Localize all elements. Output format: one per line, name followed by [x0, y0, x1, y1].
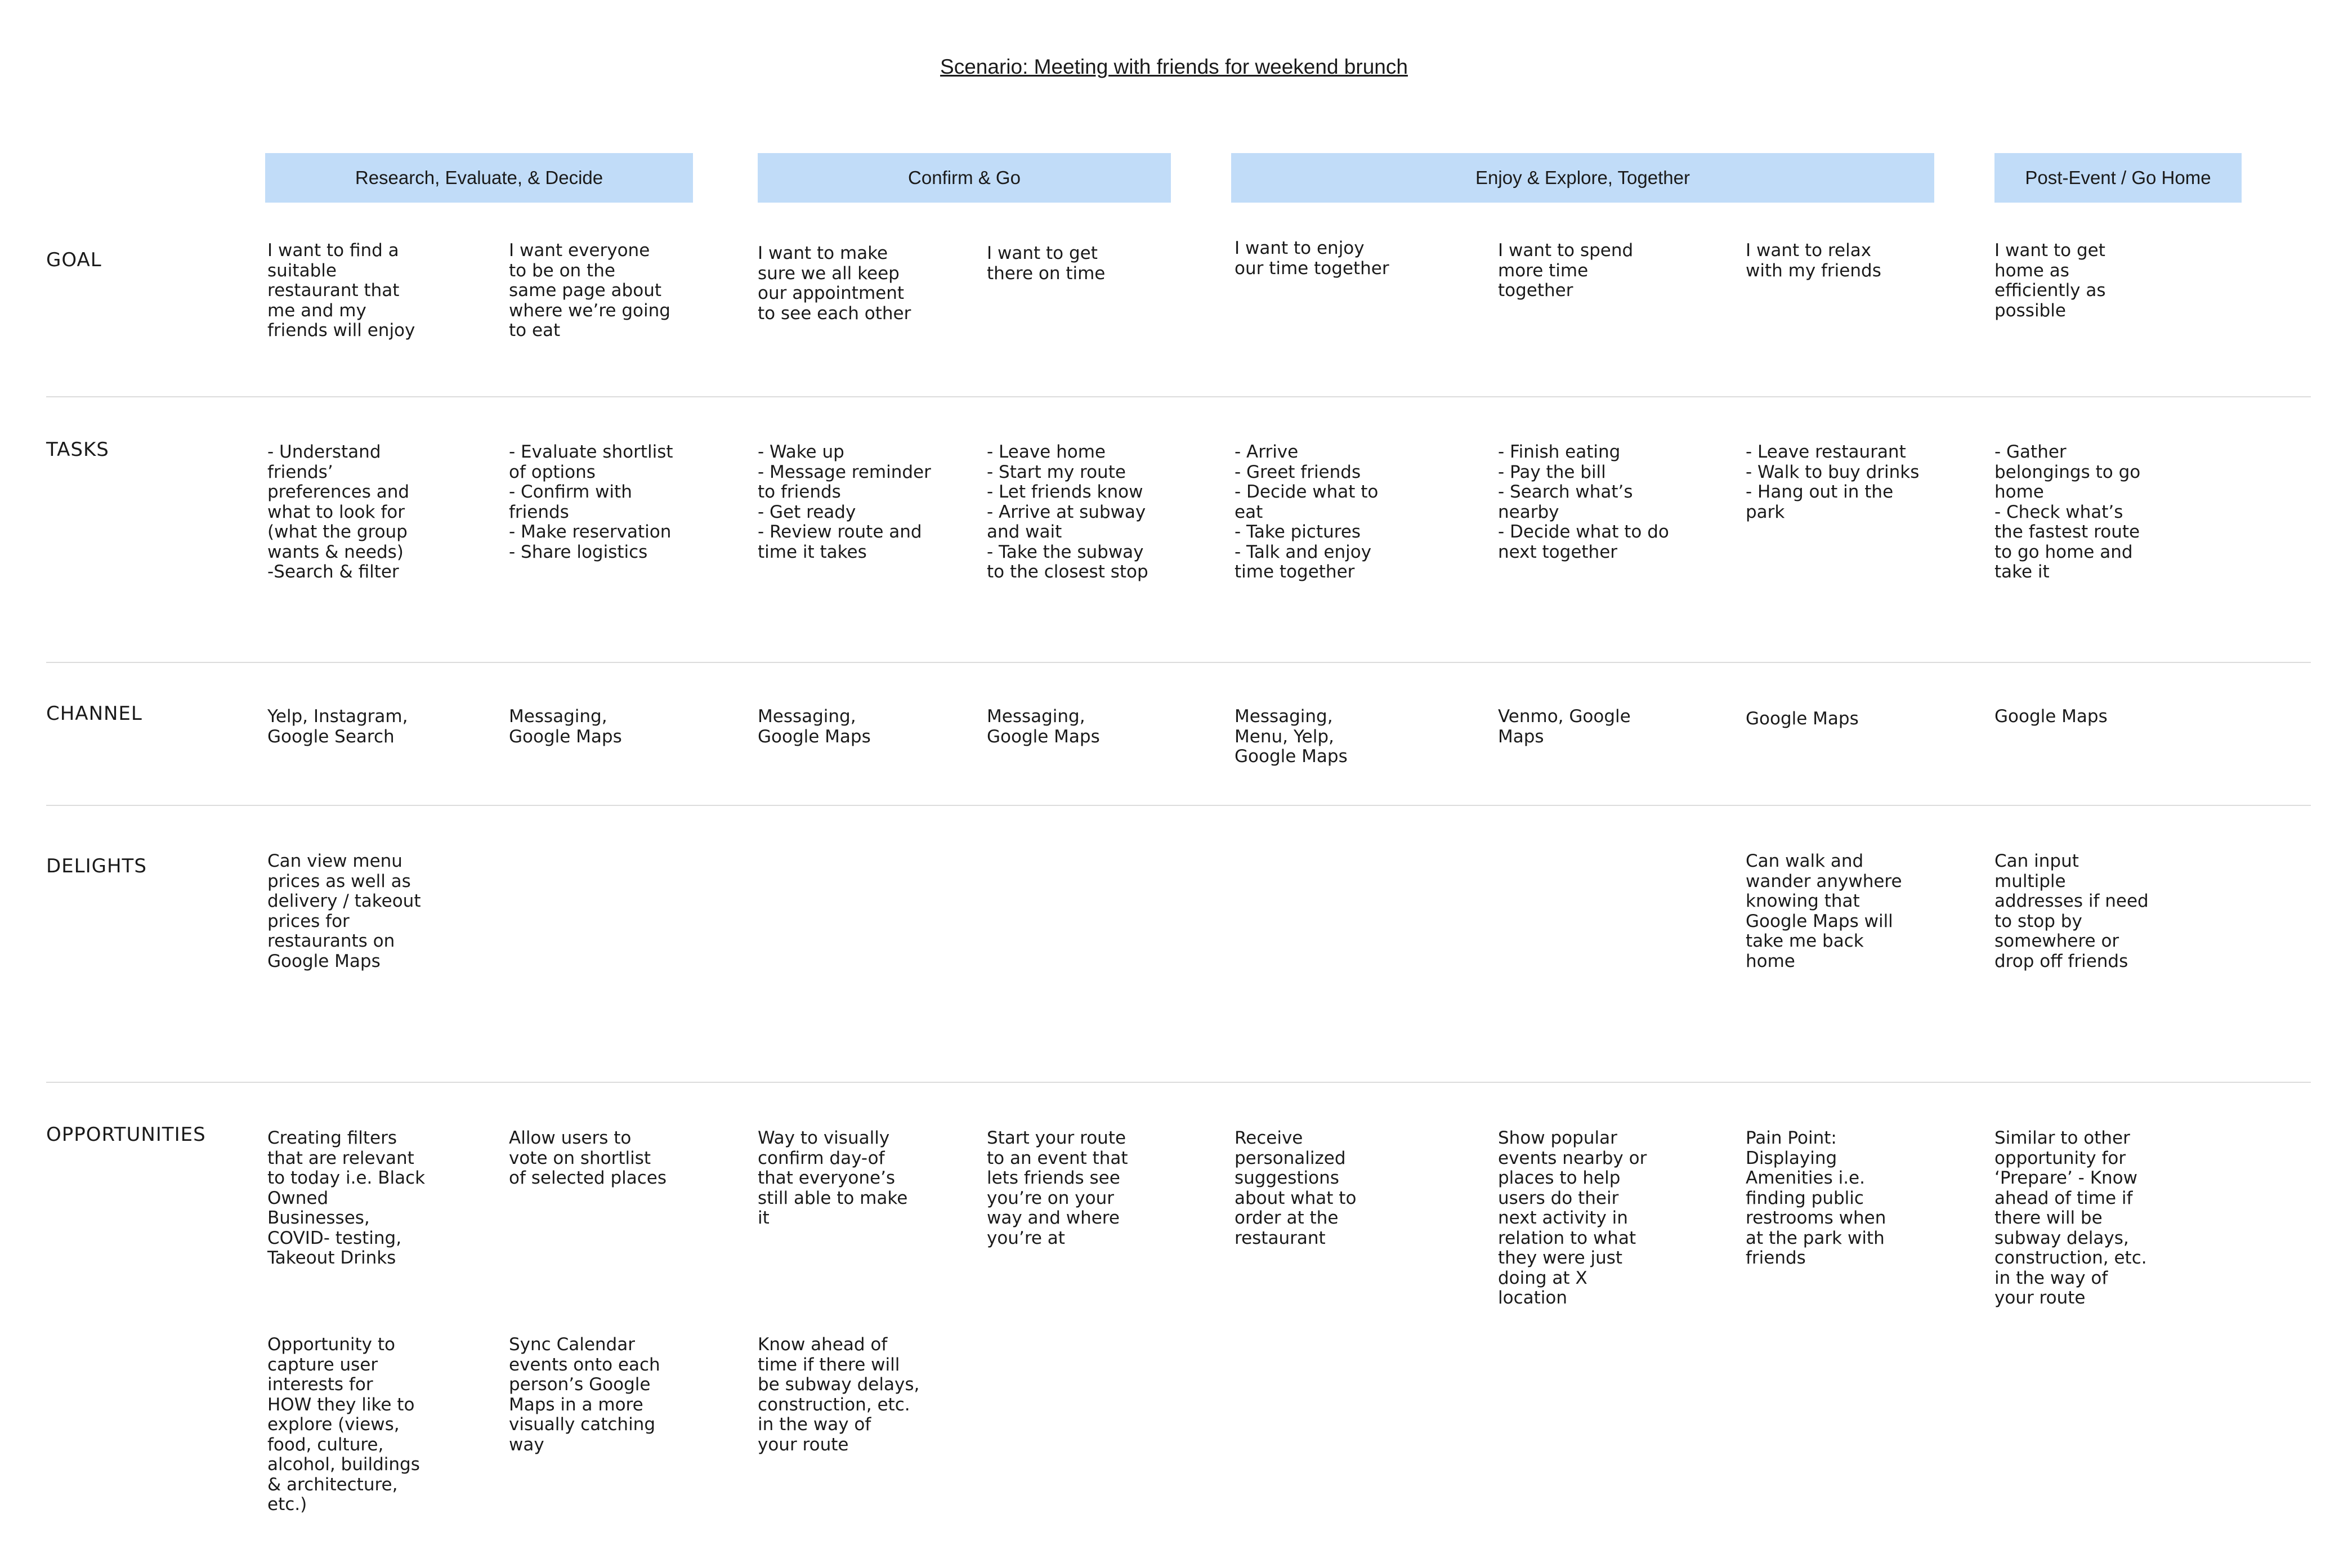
- goal-cell: I want to get home as efficiently as possible: [1994, 240, 2106, 321]
- delights-cell: Can walk and wander anywhere knowing that Google Maps will take me back home: [1746, 851, 1902, 971]
- opportunity-cell: Pain Point: Displaying Amenities i.e. finding public restrooms when at the park with friends: [1746, 1128, 1886, 1268]
- row-label-channel: CHANNEL: [46, 702, 142, 725]
- channel-cell: Messaging, Google Maps: [987, 706, 1100, 747]
- row-label-goal: GOAL: [46, 249, 102, 271]
- row-label-delights: DELIGHTS: [46, 855, 147, 877]
- opportunity-cell-extra: Opportunity to capture user interests for HOW they like to explore (views, food, culture, alcohol, buildings & architecture, etc.): [267, 1334, 420, 1515]
- scenario-title: Scenario: Meeting with friends for weekend brunch: [940, 55, 1408, 78]
- opportunity-cell: Similar to other opportunity for ‘Prepare’ - Know ahead of time if there will be subway delays, construction, etc. in the way of your route: [1994, 1128, 2147, 1308]
- tasks-cell: - Gather belongings to go home - Check what’s the fastest route to go home and take it: [1994, 442, 2141, 582]
- phase-confirm-go: Confirm & Go: [758, 153, 1171, 203]
- channel-cell: Google Maps: [1746, 709, 1859, 729]
- row-divider: [46, 1082, 2311, 1083]
- row-divider: [46, 396, 2311, 397]
- channel-cell: Messaging, Menu, Yelp, Google Maps: [1235, 706, 1348, 767]
- tasks-cell: - Finish eating - Pay the bill - Search what’s nearby - Decide what to do next together: [1498, 442, 1669, 562]
- row-label-tasks: TASKS: [46, 438, 109, 461]
- tasks-cell: - Leave home - Start my route - Let friends know - Arrive at subway and wait - Take the subway to the closest stop: [987, 442, 1148, 582]
- channel-cell: Messaging, Google Maps: [758, 706, 871, 747]
- opportunity-cell-extra: Sync Calendar events onto each person’s Google Maps in a more visually catching way: [509, 1334, 660, 1455]
- tasks-cell: - Understand friends’ preferences and what to look for (what the group wants & needs) -Search & filter: [267, 442, 410, 582]
- tasks-cell: - Arrive - Greet friends - Decide what to eat - Take pictures - Talk and enjoy time together: [1235, 442, 1379, 582]
- phase-research-evaluate-decide: Research, Evaluate, & Decide: [265, 153, 693, 203]
- goal-cell: I want everyone to be on the same page about where we’re going to eat: [509, 240, 670, 341]
- tasks-cell: - Leave restaurant - Walk to buy drinks - Hang out in the park: [1746, 442, 1920, 522]
- delights-cell: Can view menu prices as well as delivery / takeout prices for restaurants on Google Maps: [267, 851, 421, 971]
- channel-cell: Yelp, Instagram, Google Search: [267, 706, 408, 747]
- goal-cell: I want to spend more time together: [1498, 240, 1634, 301]
- opportunity-cell: Way to visually confirm day-of that everyone’s still able to make it: [758, 1128, 908, 1228]
- opportunity-cell: Show popular events nearby or places to help users do their next activity in relation to what they were just doing at X location: [1498, 1128, 1647, 1308]
- row-divider: [46, 805, 2311, 806]
- goal-cell: I want to get there on time: [987, 243, 1106, 284]
- goal-cell: I want to make sure we all keep our appointment to see each other: [758, 243, 911, 324]
- opportunity-cell: Start your route to an event that lets friends see you’re on your way and where you’re at: [987, 1128, 1128, 1248]
- opportunity-cell: Creating filters that are relevant to today i.e. Black Owned Businesses, COVID- testing, Takeout Drinks: [267, 1128, 426, 1268]
- opportunity-cell: Allow users to vote on shortlist of selected places: [509, 1128, 667, 1188]
- channel-cell: Messaging, Google Maps: [509, 706, 622, 747]
- channel-cell: Venmo, Google Maps: [1498, 706, 1631, 747]
- channel-cell: Google Maps: [1994, 706, 2108, 727]
- goal-cell: I want to find a suitable restaurant that me and my friends will enjoy: [267, 240, 415, 341]
- phase-enjoy-explore-together: Enjoy & Explore, Together: [1231, 153, 1934, 203]
- opportunity-cell-extra: Know ahead of time if there will be subway delays, construction, etc. in the way of your route: [758, 1334, 920, 1455]
- tasks-cell: - Wake up - Message reminder to friends - Get ready - Review route and time it takes: [758, 442, 931, 562]
- row-label-opportunities: OPPORTUNITIES: [46, 1123, 206, 1146]
- phase-post-event-go-home: Post-Event / Go Home: [1994, 153, 2242, 203]
- goal-cell: I want to enjoy our time together: [1235, 238, 1389, 279]
- goal-cell: I want to relax with my friends: [1746, 240, 1881, 281]
- tasks-cell: - Evaluate shortlist of options - Confirm with friends - Make reservation - Share logistics: [509, 442, 673, 562]
- delights-cell: Can input multiple addresses if need to stop by somewhere or drop off friends: [1994, 851, 2149, 971]
- row-divider: [46, 662, 2311, 663]
- opportunity-cell: Receive personalized suggestions about what to order at the restaurant: [1235, 1128, 1357, 1248]
